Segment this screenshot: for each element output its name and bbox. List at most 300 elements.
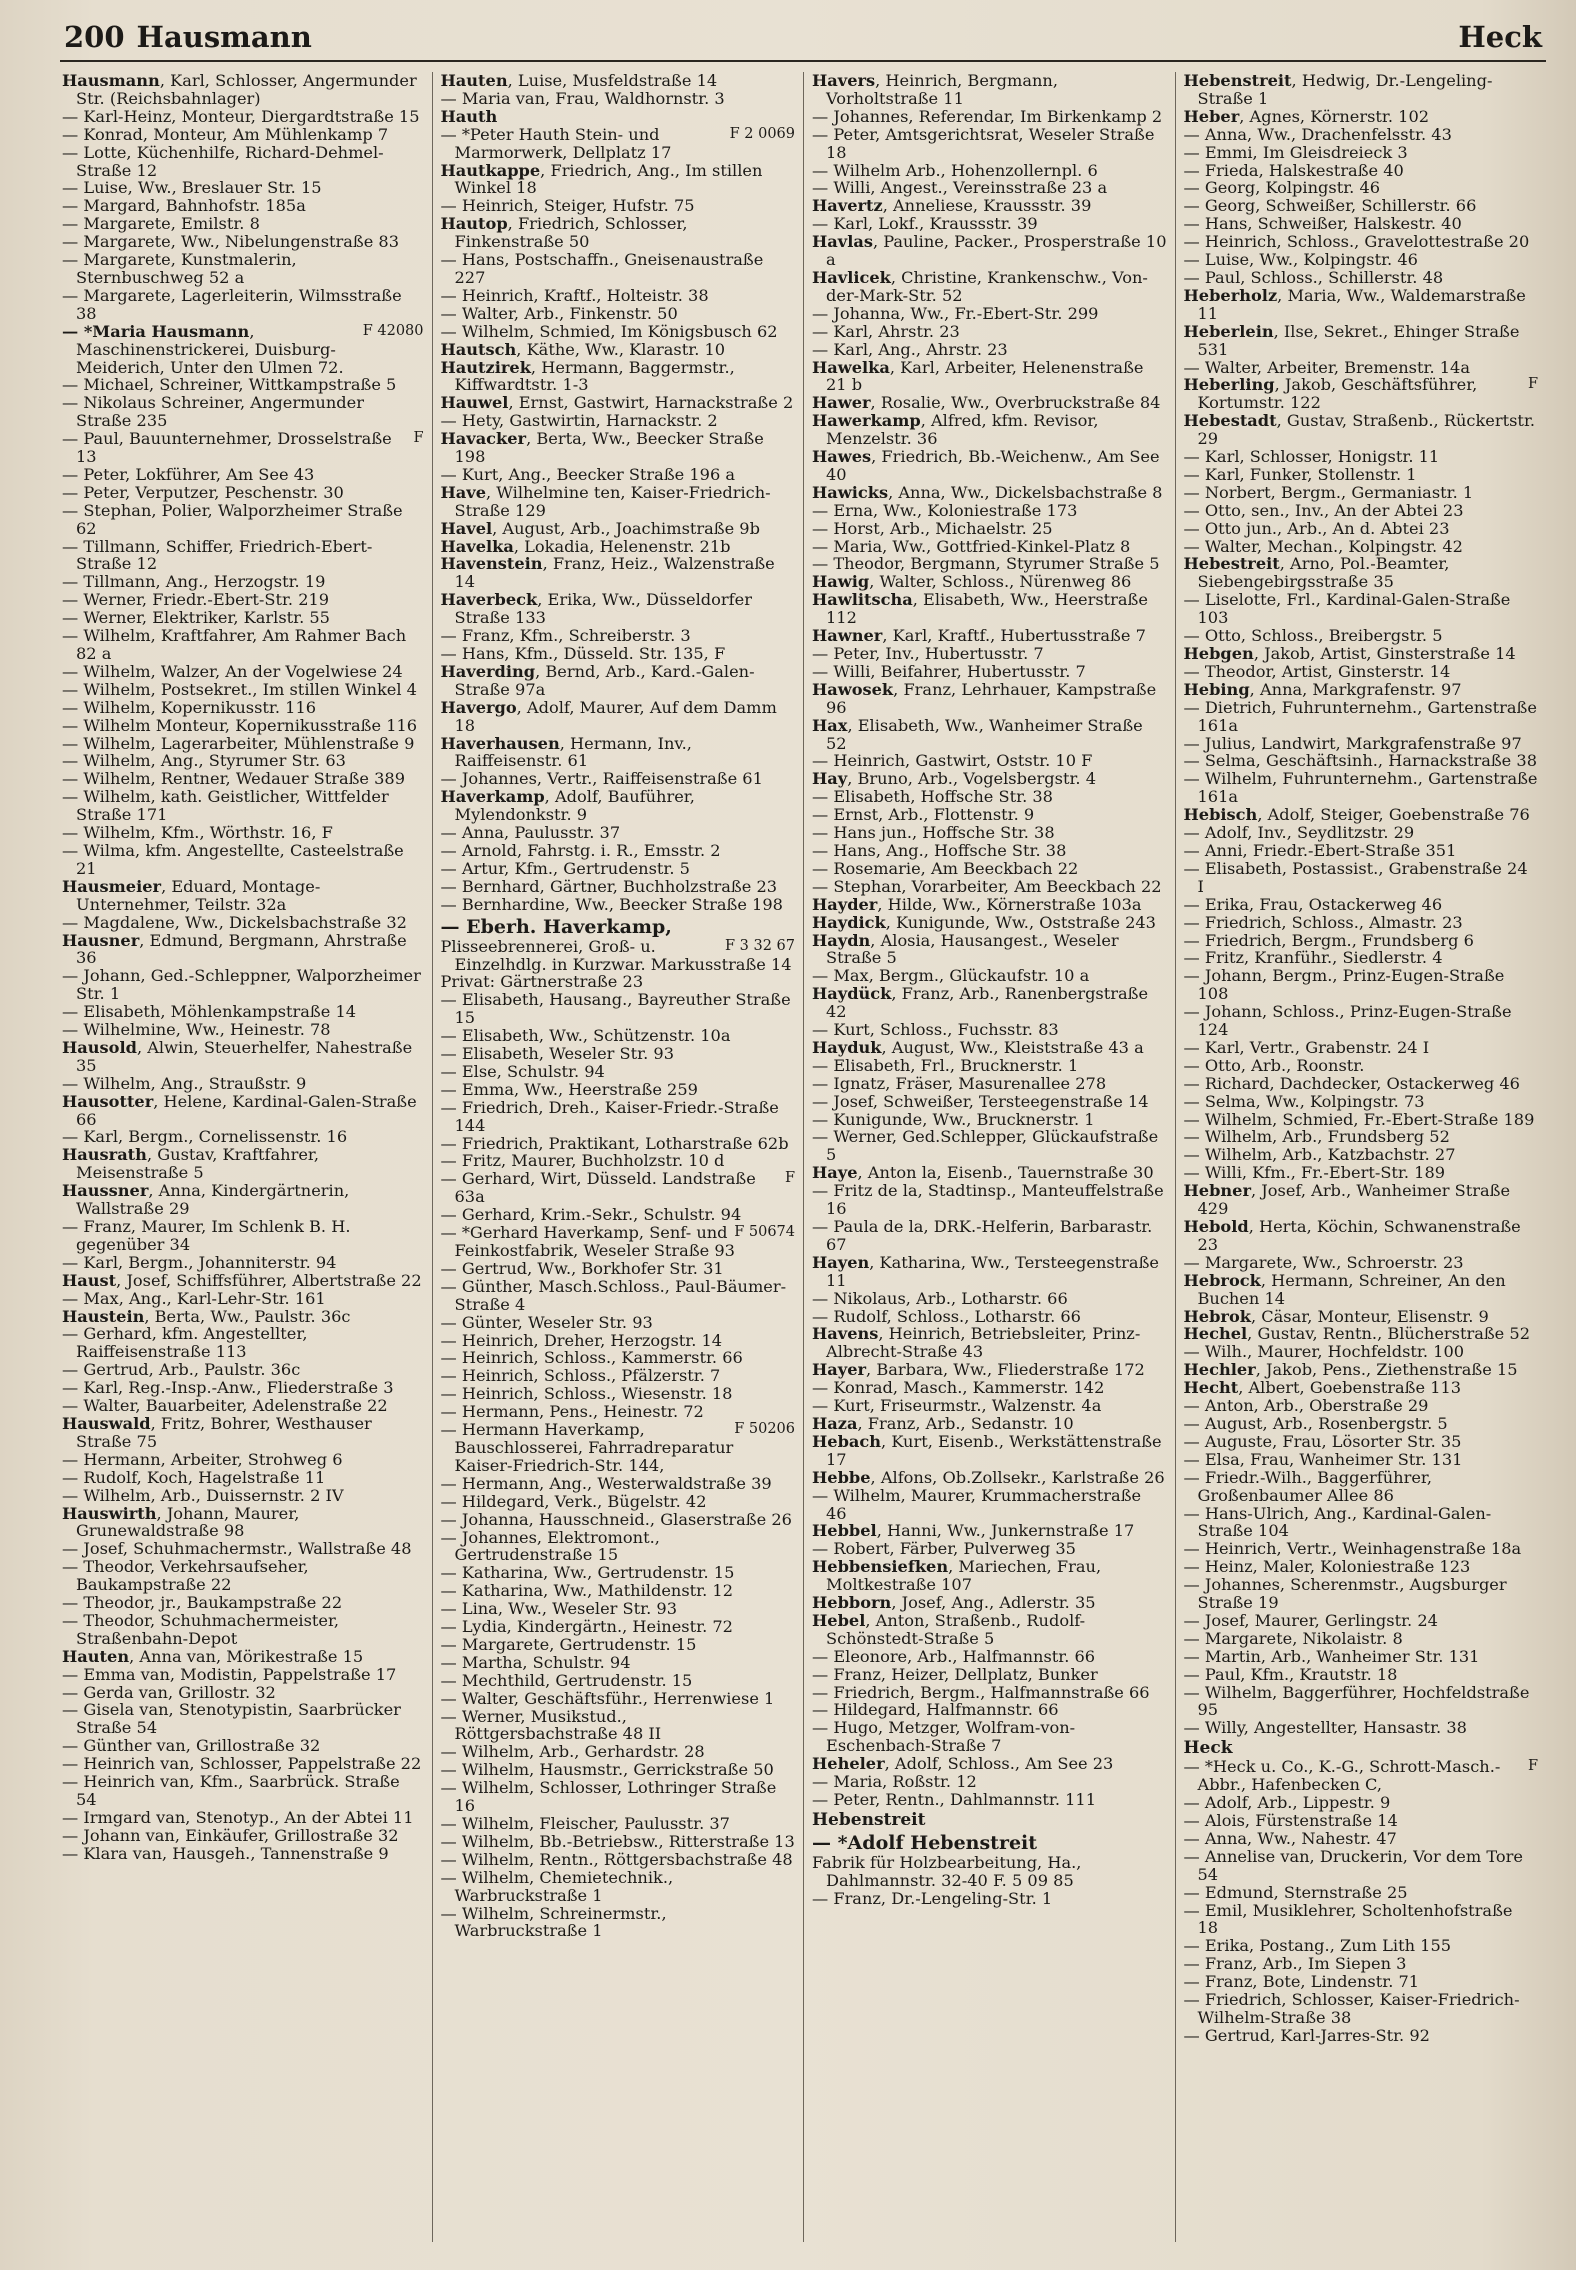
entry-text: Havlicek, Christine, Krankenschw., Von-der-Mark-Str. 52 (812, 267, 1148, 305)
directory-entry (441, 466, 796, 484)
directory-entry (812, 484, 1167, 502)
entry-text: — Wilhelm, Rentner, Wedauer Straße 389 (62, 769, 406, 789)
entry-text: — Günther, Masch.Schloss., Paul-Bäumer-Straße 4 (440, 1276, 787, 1314)
entry-text: — *Peter Hauth Stein- und Marmorwerk, Dellplatz 17 (440, 124, 672, 162)
entry-text: Hebel, Anton, Straßenb., Rudolf-Schönstedt-Straße 5 (812, 1610, 1086, 1648)
directory-entry (62, 1648, 424, 1666)
entry-text: — Theodor, Verkehrsaufseher, Baukampstraße 22 (62, 1557, 309, 1595)
entry-text: Havel, August, Arb., Joachimstraße 9b (440, 518, 760, 538)
entry-text: — Peter, Inv., Hubertusstr. 7 (812, 644, 1044, 663)
entry-text: Hawner, Karl, Kraftf., Hubertusstraße 7 (812, 626, 1146, 646)
entry-text: — Stephan, Polier, Walporzheimer Straße 62 (62, 500, 403, 538)
entry-text: — Wilhelm, Schreinermstr., Warbruckstraße 1 (440, 1903, 667, 1941)
entry-text: — Elsa, Frau, Wanheimer Str. 131 (1183, 1449, 1463, 1469)
directory-entry (812, 1361, 1167, 1379)
directory-entry (441, 108, 796, 126)
entry-text: — Peter, Verputzer, Peschenstr. 30 (62, 482, 344, 502)
entry-text: — Hildegard, Halfmannstr. 66 (812, 1700, 1059, 1720)
directory-entry (812, 1254, 1167, 1290)
entry-text: — Friedr.-Wilh., Baggerführer, Großenbaumer Allee 86 (1183, 1467, 1433, 1505)
entry-surname: Haye (812, 1163, 858, 1183)
directory-entry (1184, 1739, 1539, 1758)
entry-text: — Peter, Amtsgerichtsrat, Weseler Straße 18 (812, 124, 1155, 162)
entry-text: — Wilhelm, Kopernikusstr. 116 (62, 697, 317, 717)
entry-surname: Hebrok (1183, 1306, 1251, 1326)
entry-text: — Franz, Bote, Lindenstr. 71 (1183, 1972, 1420, 1992)
directory-entry (812, 824, 1167, 842)
entry-text: — August, Arb., Rosenbergstr. 5 (1183, 1413, 1448, 1433)
entry-text: Haverhausen, Hermann, Inv., Raiffeisenstr. 61 (440, 733, 692, 771)
entry-text: Haverbeck, Erika, Ww., Düsseldorfer Straße 133 (440, 590, 752, 628)
entry-surname: Havertz (812, 196, 883, 216)
entry-surname: Hebbel (812, 1521, 877, 1541)
directory-entry (62, 591, 424, 609)
entry-text: — Else, Schulstr. 94 (440, 1061, 605, 1081)
directory-entry (1184, 591, 1539, 627)
directory-entry (62, 1701, 424, 1737)
directory-entry (812, 1021, 1167, 1039)
entry-surname: Hausner (62, 930, 140, 950)
entry-surname: Havacker (440, 429, 527, 449)
entry-text: — Hugo, Metzger, Wolfram-von-Eschenbach-Straße 7 (812, 1718, 1076, 1756)
entry-text: — Elisabeth, Hausang., Bayreuther Straße 15 (440, 990, 791, 1028)
entry-text: — Hans, Ang., Hoffsche Str. 38 (812, 840, 1067, 860)
directory-entry (1184, 860, 1539, 896)
entry-text: — Wilhelm, Arb., Gerhardstr. 28 (440, 1742, 705, 1762)
entry-text: — Gerhard, Wirt, Düsseld. Landstraße 63a (440, 1169, 756, 1207)
directory-entry (441, 1385, 796, 1403)
entry-surname: Hebing (1183, 679, 1250, 699)
entry-text: — Wilhelm, kath. Geistlicher, Wittfelder Straße 171 (62, 787, 389, 825)
entry-surname: Hautzirek (440, 357, 531, 377)
entry-text: — Anni, Friedr.-Ebert-Straße 351 (1183, 840, 1457, 860)
entry-text: — Josef, Schuhmachermstr., Wallstraße 48 (62, 1539, 412, 1559)
entry-text: Hebenstreit (812, 1809, 926, 1830)
entry-text: Hebenstreit, Hedwig, Dr.-Lengeling-Straße 1 (1183, 72, 1493, 108)
directory-entry (441, 1403, 796, 1421)
directory-entry (441, 520, 796, 538)
directory-entry (812, 1111, 1167, 1129)
entry-surname: Hauten (62, 1646, 130, 1666)
entry-surname: Heberling (1183, 375, 1275, 395)
directory-entry (1184, 1164, 1539, 1182)
directory-entry (1184, 1505, 1539, 1541)
entry-text: — Lydia, Kindergärtn., Heinestr. 72 (440, 1617, 733, 1637)
entry-text: — Friedrich, Bergm., Halfmannstraße 66 (812, 1682, 1150, 1702)
directory-entry (441, 197, 796, 215)
page-number: 200 (64, 20, 125, 54)
entry-text: Hausmeier, Eduard, Montage-Unternehmer, Teilstr. 32a (62, 876, 321, 914)
directory-entry (812, 932, 1167, 968)
entry-text: Haye, Anton la, Eisenb., Tauernstraße 30 (812, 1163, 1154, 1183)
entry-text: — Otto, Arb., Roonstr. (1183, 1055, 1365, 1075)
directory-entry (62, 108, 424, 126)
entry-text: — Gertrud, Ww., Borkhofer Str. 31 (440, 1258, 724, 1278)
directory-entry (62, 1093, 424, 1129)
entry-text: — Peter, Lokführer, Am See 43 (62, 464, 315, 484)
entry-text: — Karl, Ang., Ahrstr. 23 (812, 339, 1008, 359)
directory-entry (441, 1815, 796, 1833)
directory-entry (62, 770, 424, 788)
entry-text: — Wilhelm, Ang., Straußstr. 9 (62, 1073, 307, 1093)
directory-entry (62, 394, 424, 430)
entry-text: — Luise, Ww., Breslauer Str. 15 (62, 178, 322, 198)
directory-entry (62, 735, 424, 753)
entry-text: Haydück, Franz, Arb., Ranenbergstraße 42 (812, 984, 1149, 1022)
entry-text: — Fritz, Kranführ., Siedlerstr. 4 (1183, 948, 1443, 968)
entry-surname: Hayduk (812, 1037, 882, 1057)
entry-text: — Johannes, Vertr., Raiffeisenstraße 61 (440, 769, 763, 789)
directory-entry (812, 1648, 1167, 1666)
directory-entry (441, 878, 796, 896)
column-3 (803, 72, 1175, 2242)
directory-entry (812, 1075, 1167, 1093)
directory-entry (62, 179, 424, 197)
entry-text: — Konrad, Monteur, Am Mühlenkamp 7 (62, 124, 389, 144)
directory-entry (62, 1809, 424, 1827)
entry-text: — Karl, Lokf., Kraussstr. 39 (812, 214, 1038, 234)
directory-entry (62, 233, 424, 251)
entry-surname: Hecht (1183, 1378, 1239, 1398)
entry-text: — Katharina, Ww., Gertrudenstr. 15 (440, 1563, 735, 1583)
directory-entry (62, 681, 424, 699)
directory-entry (441, 1564, 796, 1582)
directory-entry (812, 555, 1167, 573)
entry-text: — Karl, Bergm., Johanniterstr. 94 (62, 1252, 337, 1272)
directory-entry (441, 1761, 796, 1779)
directory-entry (441, 973, 796, 991)
entry-text: Haydick, Kunigunde, Ww., Oststraße 243 (812, 912, 1156, 932)
entry-text: Hautkappe, Friedrich, Ang., Im stillen Winkel 18 (440, 160, 763, 198)
entry-text: — Artur, Kfm., Gertrudenstr. 5 (440, 858, 690, 878)
entry-text: — Theodor, Bergmann, Styrumer Straße 5 (812, 554, 1160, 574)
entry-text: — Emil, Musiklehrer, Scholtenhofstraße 18 (1183, 1900, 1513, 1938)
directory-entry (441, 1099, 796, 1135)
directory-entry (441, 1367, 796, 1385)
entry-text: — Heinrich, Schloss., Kammerstr. 66 (440, 1348, 743, 1368)
entry-text: — Werner, Elektriker, Karlstr. 55 (62, 608, 330, 628)
directory-entry (812, 197, 1167, 215)
entry-text: — Johann, Schloss., Prinz-Eugen-Straße 124 (1183, 1002, 1512, 1040)
column-4 (1175, 72, 1547, 2242)
directory-entry (812, 1773, 1167, 1791)
entry-surname: Hechler (1183, 1360, 1256, 1380)
entry-text: Hauswirth, Johann, Maurer, Grunewaldstraße 98 (62, 1503, 300, 1541)
entry-text: — Klara van, Hausgeh., Tannenstraße 9 (62, 1843, 389, 1863)
entry-text: — Alois, Fürstenstraße 14 (1183, 1811, 1398, 1830)
entry-text: — Rudolf, Schloss., Lotharstr. 66 (812, 1306, 1081, 1326)
directory-entry (812, 1854, 1167, 1890)
entry-text: Hax, Elisabeth, Ww., Wanheimer Straße 52 (812, 715, 1143, 753)
entry-text: — Johannes, Scherenmstr., Augsburger Straße 19 (1183, 1575, 1507, 1613)
entry-text: — Michael, Schreiner, Wittkampstraße 5 (62, 375, 397, 395)
entry-text: — Gerhard, kfm. Angestellter, Raiffeisenstraße 113 (62, 1324, 308, 1362)
directory-entry (62, 376, 424, 394)
directory-entry (441, 1027, 796, 1045)
page-header (60, 20, 1546, 62)
entry-surname: Haustein (62, 1306, 145, 1326)
entry-text: — Franz, Kfm., Schreiberstr. 3 (440, 626, 691, 646)
entry-text: — Heinrich, Schloss., Pfälzerstr. 7 (440, 1366, 721, 1386)
entry-surname: Hauswirth (62, 1503, 157, 1523)
entry-text: — Wilhelm, Kraftfahrer, Am Rahmer Bach 82 a (62, 626, 407, 663)
directory-entry (62, 323, 424, 377)
entry-text: Hayen, Katharina, Ww., Tersteegenstraße 11 (812, 1252, 1159, 1290)
directory-entry (812, 591, 1167, 627)
entry-text: — Elisabeth, Weseler Str. 93 (440, 1044, 674, 1064)
entry-text: — Wilhelm, Hausmstr., Gerrickstraße 50 (440, 1760, 774, 1780)
entry-text: Hautzirek, Hermann, Baggermstr., Kiffwardtstr. 1-3 (440, 357, 735, 395)
directory-entry (62, 1325, 424, 1361)
directory-entry (441, 1708, 796, 1744)
directory-entry (1184, 1075, 1539, 1093)
entry-text: — Elisabeth, Postassist., Grabenstraße 24 I (1183, 858, 1528, 896)
entry-phone: F (1527, 376, 1538, 393)
directory-entry (812, 717, 1167, 753)
entry-text: — Wilhelm, Bb.-Betriebsw., Ritterstraße 13 (440, 1831, 795, 1851)
entry-text: — Wilh., Maurer, Hochfeldstr. 100 (1183, 1342, 1465, 1362)
directory-entry (1184, 967, 1539, 1003)
entry-surname: Hebold (1183, 1217, 1249, 1236)
directory-entry (62, 1361, 424, 1379)
directory-entry (62, 663, 424, 681)
directory-entry (441, 305, 796, 323)
entry-text: Havergo, Adolf, Maurer, Auf dem Damm 18 (440, 697, 777, 735)
directory-entry (62, 914, 424, 932)
entry-text: — Hans jun., Hoffsche Str. 38 (812, 823, 1055, 843)
directory-entry (812, 1182, 1167, 1218)
entry-text: — Johann, Ged.-Schleppner, Walporzheimer Str. 1 (62, 966, 421, 1004)
entry-text: Hauswald, Fritz, Bohrer, Westhauser Straße 75 (62, 1413, 372, 1451)
directory-entry (62, 484, 424, 502)
entry-text: — Margarete, Ww., Schroerstr. 23 (1183, 1252, 1464, 1272)
entry-text: Hauwel, Ernst, Gastwirt, Harnackstraße 2 (440, 393, 794, 413)
entry-text: Heberholz, Maria, Ww., Waldemarstraße 11 (1183, 285, 1526, 323)
directory-entry (1184, 484, 1539, 502)
directory-entry (1184, 1361, 1539, 1379)
entry-text: Hebisch, Adolf, Steiger, Goebenstraße 76 (1183, 805, 1530, 825)
entry-text: — Erika, Frau, Ostackerweg 46 (1183, 894, 1443, 914)
directory-entry (1184, 1648, 1539, 1666)
entry-text: — Bernhardine, Ww., Beecker Straße 198 (440, 894, 783, 914)
directory-entry (1184, 842, 1539, 860)
directory-entry (1184, 896, 1539, 914)
entry-phone: F (1527, 1758, 1538, 1775)
entry-text: — Martha, Schulstr. 94 (440, 1652, 631, 1672)
entry-surname: Hebner (1183, 1181, 1252, 1201)
entry-surname: Havelka (440, 536, 514, 556)
directory-entry (1184, 1218, 1539, 1254)
directory-entry (1184, 1146, 1539, 1164)
directory-entry (441, 1779, 796, 1815)
entry-text: — Theodor, Artist, Ginsterstr. 14 (1183, 661, 1451, 681)
entry-text: — Karl-Heinz, Monteur, Diergardtstraße 15 (62, 106, 420, 126)
entry-surname: — *Maria Hausmann (62, 321, 250, 341)
entry-text: — Paul, Bauunternehmer, Drosselstraße 13 (62, 429, 392, 467)
entry-text: — Johanna, Hausschneid., Glaserstraße 26 (440, 1509, 792, 1529)
entry-text: — Elisabeth, Hoffsche Str. 38 (812, 787, 1053, 807)
directory-entry (441, 1600, 796, 1618)
entry-text: — Bernhard, Gärtner, Buchholzstraße 23 (440, 876, 778, 896)
directory-entry (441, 555, 796, 591)
entry-surname: Hayen (812, 1252, 870, 1272)
directory-entry (812, 1469, 1167, 1487)
directory-entry (1184, 1830, 1539, 1848)
directory-entry (1184, 376, 1539, 412)
entry-surname: Hebenstreit (1183, 72, 1292, 90)
directory-entry (1184, 932, 1539, 950)
entry-text: Haverkamp, Adolf, Bauführer, Mylendonkstr. 9 (440, 787, 695, 825)
entry-text: — Elisabeth, Ww., Schützenstr. 10a (440, 1026, 731, 1046)
directory-entry (1184, 1991, 1539, 2027)
entry-text: Hausrath, Gustav, Kraftfahrer, Meisenstraße 5 (62, 1145, 320, 1183)
directory-entry (1184, 824, 1539, 842)
directory-entry (62, 967, 424, 1003)
entry-text: — Margard, Bahnhofstr. 185a (62, 196, 306, 216)
entry-text: Hawes, Friedrich, Bb.-Weichenw., Am See 40 (812, 447, 1160, 484)
entry-text: — Horst, Arb., Michaelstr. 25 (812, 518, 1053, 538)
entry-text: Hautsch, Käthe, Ww., Klarastr. 10 (440, 339, 726, 359)
entry-text: — Stephan, Vorarbeiter, Am Beeckbach 22 (812, 876, 1162, 896)
directory-entry (1184, 215, 1539, 233)
entry-text: Hausold, Alwin, Steuerhelfer, Nahestraße 35 (62, 1037, 413, 1075)
directory-entry (62, 1039, 424, 1075)
directory-entry (441, 645, 796, 663)
entry-text: — Anna, Ww., Drachenfelsstr. 43 (1183, 124, 1452, 144)
directory-entry (812, 448, 1167, 484)
entry-text: — Gerda van, Grillostr. 32 (62, 1682, 276, 1702)
entry-surname: Hausmeier (62, 876, 162, 896)
entry-text: — Eberh. Haverkamp, (440, 915, 672, 938)
directory-entry (441, 162, 796, 198)
header-right-name: Heck (1458, 20, 1542, 54)
entry-text: — Hans, Schweißer, Halskestr. 40 (1183, 214, 1462, 234)
directory-entry (1184, 1379, 1539, 1397)
entry-text: — Friedrich, Bergm., Frundsberg 6 (1183, 930, 1474, 950)
entry-surname: Hawes (812, 447, 872, 467)
entry-text: Hebrock, Hermann, Schreiner, An den Buchen 14 (1183, 1270, 1506, 1308)
entry-surname: Hawelka (812, 357, 890, 377)
entry-text: — *Heck u. Co., K.-G., Schrott-Masch.-Abbr., Hafenbecken C, (1183, 1757, 1501, 1795)
entry-text: — Johannes, Referendar, Im Birkenkamp 2 (812, 106, 1163, 126)
entry-text: Hayder, Hilde, Ww., Körnerstraße 103a (812, 894, 1142, 914)
entry-surname: Hautkappe (440, 160, 541, 180)
entry-text: — Otto, sen., Inv., An der Abtei 23 (1183, 500, 1464, 520)
entry-text: — Franz, Arb., Im Siepen 3 (1183, 1954, 1407, 1974)
entry-text: — Ernst, Arb., Flottenstr. 9 (812, 805, 1035, 825)
entry-surname: Hausmann (62, 72, 160, 90)
entry-surname: Havenstein (440, 554, 543, 574)
entry-surname: Haverkamp (440, 787, 545, 807)
entry-text: — Gertrud, Karl-Jarres-Str. 92 (1183, 2025, 1430, 2045)
entry-text: — Mechthild, Gertrudenstr. 15 (440, 1670, 693, 1690)
entry-surname: Hebach (812, 1431, 882, 1451)
entry-text: — Georg, Schweißer, Schillerstr. 66 (1183, 196, 1477, 216)
entry-text: — Wilhelm, Fuhrunternehm., Gartenstraße 161a (1183, 769, 1538, 807)
entry-text: — Paula de la, DRK.-Helferin, Barbarastr. 67 (812, 1217, 1153, 1254)
entry-surname: Haydick (812, 912, 886, 932)
entry-text: — Robert, Färber, Pulverweg 35 (812, 1539, 1076, 1559)
entry-text: — Werner, Musikstud., Röttgersbachstraße 48 II (440, 1706, 662, 1744)
entry-text: — Hermann, Ang., Westerwaldstraße 39 (440, 1473, 772, 1493)
entry-text: — Heinrich van, Kfm., Saarbrück. Straße 54 (62, 1772, 400, 1809)
directory-entry (1184, 1630, 1539, 1648)
entry-text: Hauten, Anna van, Mörikestraße 15 (62, 1646, 364, 1666)
entry-text: — Johannes, Elektromont., Gertrudenstraße 15 (440, 1527, 660, 1565)
directory-entry (1184, 1254, 1539, 1272)
directory-entry (812, 305, 1167, 323)
entry-text: — Lotte, Küchenhilfe, Richard-Dehmel-Straße 12 (62, 142, 384, 180)
directory-entry (812, 1218, 1167, 1254)
entry-phone: F 50674 (734, 1224, 795, 1241)
entry-surname: Hechel (1183, 1324, 1248, 1344)
entry-surname: Haverding (440, 661, 536, 681)
entry-text: — Arnold, Fahrstg. i. R., Emsstr. 2 (440, 840, 721, 860)
entry-text: — Friedrich, Praktikant, Lotharstraße 62b (440, 1133, 789, 1153)
entry-surname: Hebbe (812, 1467, 871, 1487)
directory-entry (62, 573, 424, 591)
directory-entry (62, 215, 424, 233)
entry-phone: F 50206 (734, 1421, 795, 1438)
entry-surname: Hayder (812, 894, 878, 914)
entry-text: — Margarete, Nikolaistr. 8 (1183, 1628, 1403, 1648)
directory-entry (1184, 1937, 1539, 1955)
entry-text: — Tillmann, Ang., Herzogstr. 19 (62, 572, 326, 592)
entry-text: — Gerhard, Krim.-Sekr., Schulstr. 94 (440, 1205, 742, 1225)
entry-text: Havertz, Anneliese, Kraussstr. 39 (812, 196, 1092, 216)
entry-text: Hauten, Luise, Musfeldstraße 14 (440, 72, 718, 90)
directory-entry (812, 770, 1167, 788)
entry-text: — Elisabeth, Frl., Brucknerstr. 1 (812, 1055, 1079, 1075)
directory-entry (1184, 1666, 1539, 1684)
entry-text: — Willy, Angestellter, Hansastr. 38 (1183, 1718, 1467, 1738)
directory-entry (62, 538, 424, 574)
entry-phone: F 2 0069 (729, 125, 795, 142)
directory-entry (1184, 1719, 1539, 1737)
entry-text: — *Maria Hausmann, Maschinenstrickerei, Duisburg-Meiderich, Unter den Ulmen 72. (62, 321, 344, 377)
entry-text: — Anna, Paulusstr. 37 (440, 823, 621, 843)
directory-entry (1184, 1128, 1539, 1146)
directory-entry (441, 484, 796, 520)
entry-text: Havelka, Lokadia, Helenenstr. 21b (440, 536, 731, 556)
directory-entry (1184, 699, 1539, 735)
directory-entry (812, 967, 1167, 985)
directory-entry (441, 1690, 796, 1708)
directory-entry (441, 1851, 796, 1869)
entry-text: — Erna, Ww., Koloniestraße 173 (812, 500, 1078, 520)
directory-entry (812, 681, 1167, 717)
entry-text: Hawelka, Karl, Arbeiter, Helenenstraße 21 b (812, 357, 1144, 395)
directory-entry (62, 1827, 424, 1845)
entry-text: — Friedrich, Schlosser, Kaiser-Friedrich-Wilhelm-Straße 38 (1183, 1990, 1520, 2027)
entry-surname: Havel (440, 518, 493, 538)
entry-text: — Wilhelm, Kfm., Wörthstr. 16, F (62, 823, 333, 843)
directory-entry (441, 1743, 796, 1761)
directory-entry (441, 1618, 796, 1636)
directory-entry (812, 663, 1167, 681)
entry-phone: F (784, 1170, 795, 1187)
directory-entry (812, 1719, 1167, 1755)
entry-text: — Günter, Weseler Str. 93 (440, 1312, 653, 1332)
entry-text: — Max, Ang., Karl-Lehr-Str. 161 (62, 1288, 326, 1308)
directory-entry (62, 1397, 424, 1415)
directory-entry (1184, 108, 1539, 126)
directory-entry (441, 916, 796, 938)
entry-text: Heber, Agnes, Körnerstr. 102 (1183, 106, 1430, 126)
directory-entry (1184, 555, 1539, 591)
entry-text: — Paul, Schloss., Schillerstr. 48 (1183, 267, 1444, 287)
entry-text: — Wilhelm, Maurer, Krummacherstraße 46 (812, 1485, 1142, 1523)
